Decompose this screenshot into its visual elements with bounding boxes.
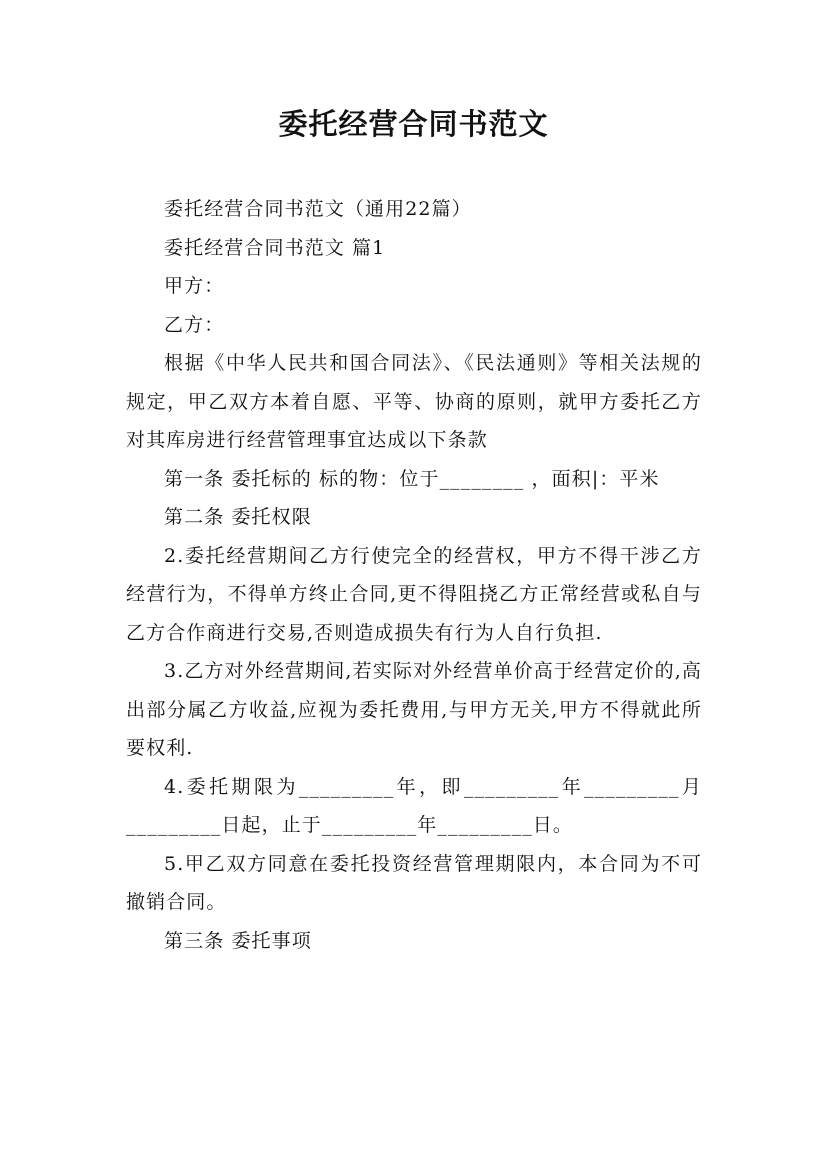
paragraph-clause-4: 4.委托期限为_________年，即_________年_________月_________日起，止于_________年_________日。	[126, 775, 702, 836]
paragraph-section-heading: 委托经营合同书范文 篇1	[164, 236, 386, 259]
paragraph-party-a: 甲方：	[164, 275, 225, 297]
paragraph-clause-5: 5.甲乙双方同意在委托投资经营管理期限内，本合同为不可撤销合同。	[126, 852, 702, 913]
document-body	[126, 190, 702, 960]
paragraph-subtitle: 委托经营合同书范文（通用22篇）	[164, 198, 472, 220]
paragraph-party-b: 乙方：	[164, 313, 225, 336]
document-title: 委托经营合同书范文	[278, 107, 549, 141]
paragraph-article-3-heading: 第三条 委托事项	[164, 929, 312, 952]
paragraph-clause-2: 2.委托经营期间乙方行使完全的经营权，甲方不得干涉乙方经营行为，不得单方终止合同,更不得阻挠乙方正常经营或私自与乙方合作商进行交易,否则造成损失有行为人自行负担.	[126, 544, 702, 644]
paragraph-preamble: 根据《中华人民共和国合同法》、《民法通则》等相关法规的规定，甲乙双方本着自愿、平等、协商的原则，就甲方委托乙方对其库房进行经营管理事宜达成以下条款	[126, 352, 702, 451]
paragraph-article-2-heading: 第二条 委托权限	[164, 506, 312, 528]
paragraph-article-1: 第一条 委托标的 标的物：位于________ ，面积|：平米	[164, 467, 660, 490]
paragraph-clause-3: 3.乙方对外经营期间,若实际对外经营单价高于经营定价的,高出部分属乙方收益,应视为委托费用,与甲方无关,甲方不得就此所要权利.	[126, 660, 702, 759]
